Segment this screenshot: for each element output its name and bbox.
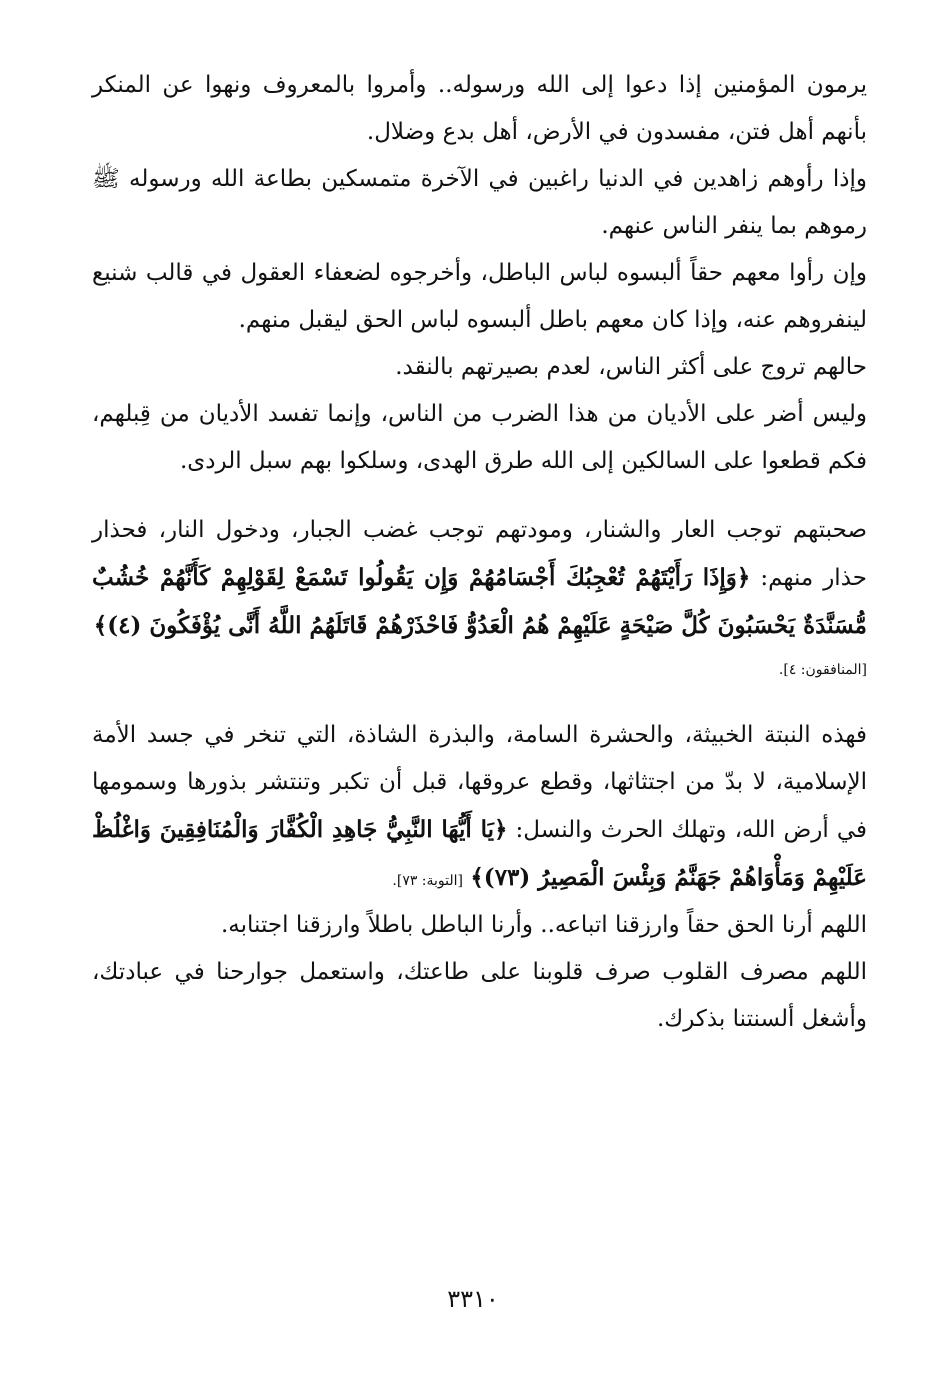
paragraph-ascetics: وإذا رأوهم زاهدين في الدنيا راغبين في الآخرة متمسكين بطاعة الله ورسوله ﷺ رموهم بما ينفر الناس عنهم. [92, 166, 867, 239]
page-body [92, 62, 867, 1043]
paragraph-harm-to-religions: وليس أضر على الأديان من هذا الضرب من الناس، وإنما تفسد الأديان من قِبلهم، فكم قطعوا على السالكين إلى الله طرق الهدى، وسلكوا بهم سبل الردى. [92, 401, 867, 474]
page-number: ٣٣١٠ [447, 1285, 499, 1313]
paragraph-their-state: حالهم تروج على أكثر الناس، لعدم بصيرتهم بالنقد. [395, 354, 867, 380]
quran-verse-tawbah: ﴿يَا أَيُّهَا النَّبِيُّ جَاهِدِ الْكُفَّارَ وَالْمُنَافِقِينَ وَاغْلُظْ عَلَيْهِمْ وَمَأْوَاهُمْ جَهَنَّمُ وَبِئْسَ الْمَصِيرُ (٧٣)﴾ [92, 816, 867, 891]
uproot-text: فهذه النبتة الخبيثة، والحشرة السامة، والبذرة الشاذة، التي تنخر في جسد الأمة الإسلامية، لا بدّ من اجتثاثها، وقطع عروقها، قبل أن تكبر وتنتشر بذورها وسمومها في أرض الله، وتهلك الحرث والنسل: [92, 722, 867, 843]
verse-reference-tawbah: [التوبة: ٧٣]. [392, 873, 464, 889]
paragraph-supplication-truth: اللهم أرنا الحق حقاً وارزقنا اتباعه.. وأرنا الباطل باطلاً وارزقنا اجتنابه. [220, 912, 867, 938]
paragraph-accusation: يرمون المؤمنين إذا دعوا إلى الله ورسوله.. وأمروا بالمعروف ونهوا عن المنكر بأنهم أهل فتن، مفسدون في الأرض، أهل بدع وضلال. [92, 72, 867, 145]
spacer [92, 485, 867, 507]
warning-text: صحبتهم توجب العار والشنار، ومودتهم توجب غضب الجبار، ودخول النار، فحذار حذار منهم: [92, 517, 867, 591]
paragraph-warning [92, 507, 867, 650]
quran-verse-munafiqun: ﴿وَإِذَا رَأَيْتَهُمْ تُعْجِبُكَ أَجْسَامُهُمْ وَإِن يَقُولُوا تَسْمَعْ لِقَوْلِهِمْ كَأَنَّهُمْ خُشُبٌ مُّسَنَّدَةٌ يَحْسَبُونَ كُلَّ صَيْحَةٍ عَلَيْهِمْ هُمُ الْعَدُوُّ فَاحْذَرْهُمْ قَاتَلَهُمُ اللَّهُ أَنَّى يُؤْفَكُونَ (٤)﴾ [92, 564, 867, 639]
paragraph-uproot [92, 712, 867, 902]
verse-reference-munafiqun: [المنافقون: ٤]. [778, 662, 867, 678]
paragraph-supplication-hearts: اللهم مصرف القلوب صرف قلوبنا على طاعتك، واستعمل جوارحنا في عبادتك، وأشغل ألسنتنا بذكرك. [92, 959, 867, 1032]
paragraph-truth-falsehood: وإن رأوا معهم حقاً ألبسوه لباس الباطل، وأخرجوه لضعفاء العقول في قالب شنيع لينفروهم عنه، وإذا كان معهم باطل ألبسوه لباس الحق ليقبل منهم. [92, 260, 867, 333]
spacer [92, 690, 867, 712]
